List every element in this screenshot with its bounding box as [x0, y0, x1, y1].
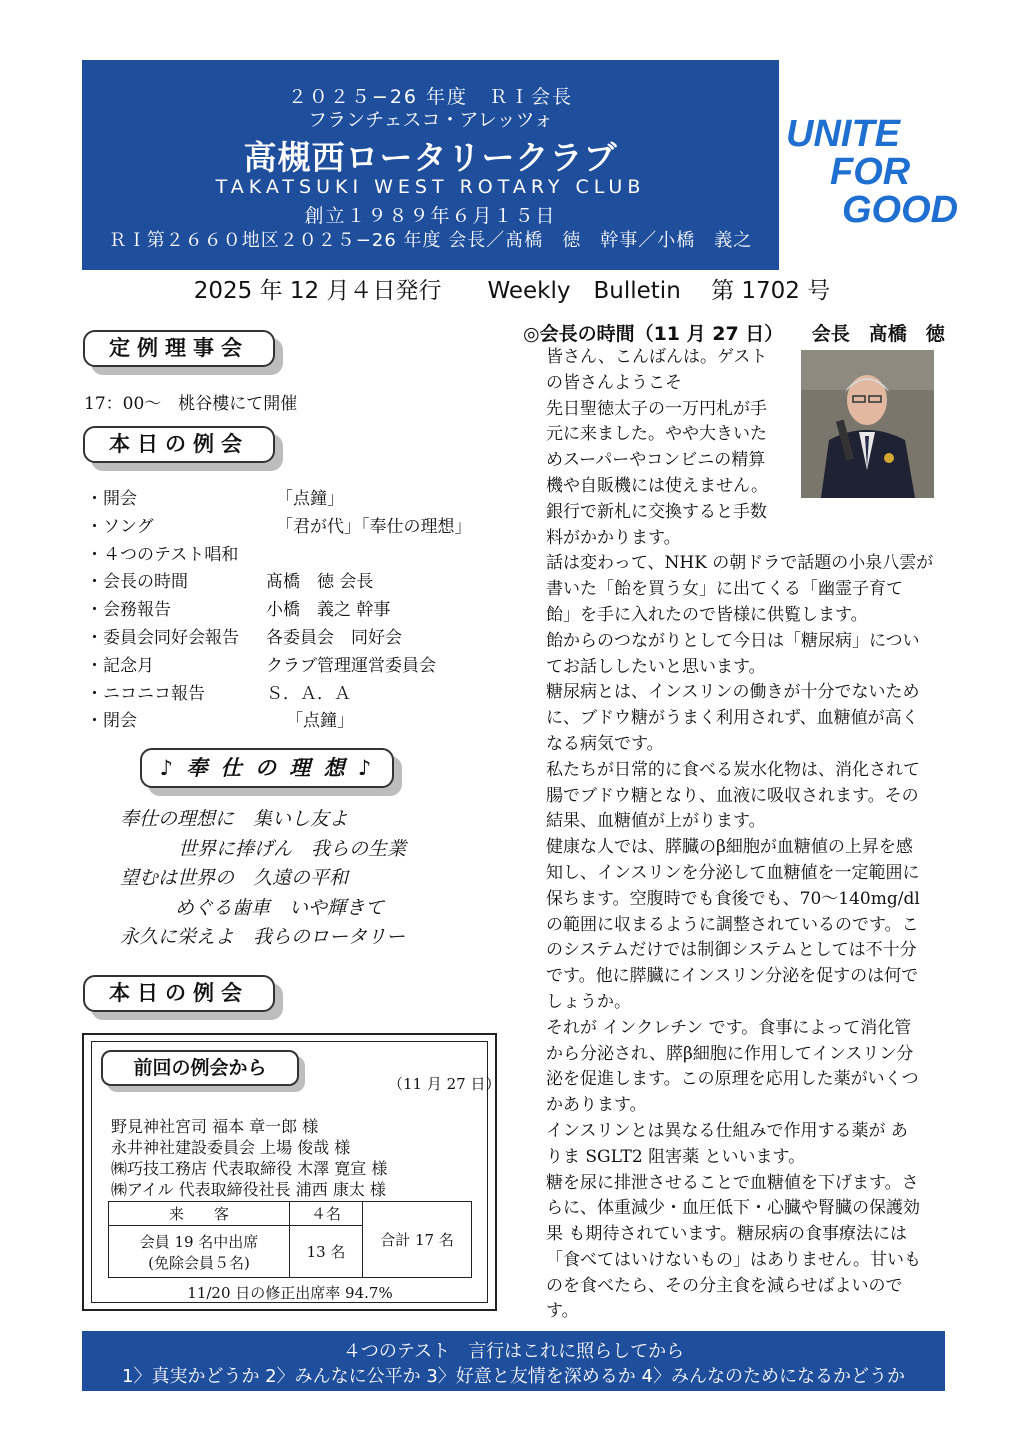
club-officers: ＲＩ第２６６０地区２０２５−26 年度 会長／髙橋 徳 幹事／小橋 義之	[108, 230, 753, 251]
president-time-title: ◎会長の時間（11 月 27 日） 会長 髙橋 徳	[523, 323, 945, 345]
speech-line: それが インクレチン です。食事によって消化管	[546, 1017, 912, 1038]
speech-line: です。他に膵臓にインスリン分泌を促すのは何で	[546, 966, 919, 987]
speech-line: 糖尿病とは、インスリンの働きが十分でないため	[546, 682, 920, 703]
board-meeting-heading: 定例理事会	[83, 330, 275, 367]
speech-line: の範囲に収まるように調整されているのです。こ	[546, 914, 919, 935]
lyric-line: 奉仕の理想に 集いし友よ	[120, 808, 349, 830]
ri-president-year: ２０２５−26 年度 ＲＩ会長	[287, 86, 574, 108]
member-attendance-count: 13 名	[290, 1226, 363, 1278]
speech-line: 糖を尿に排泄させることで血糖値を下げます。さ	[546, 1172, 919, 1193]
lyric-line: めぐる歯車 いや輝きて	[175, 896, 385, 919]
speech-line: 話は変わって、NHK の朝ドラで話題の小泉八雲が	[546, 553, 934, 574]
guest-item: 永井神社建設委員会 上場 俊哉 様	[111, 1138, 351, 1157]
program-row: ・会務報告 小橋 義之 幹事	[86, 600, 391, 621]
song-heading: ♪ 奉 仕 の 理 想 ♪	[140, 748, 394, 788]
logo-line: FOR	[830, 151, 911, 193]
program-row: ・委員会同好会報告 各委員会 同好会	[86, 627, 402, 648]
speech-line: のシステムだけでは制御システムとしては不十分	[546, 940, 917, 961]
program-row: ・会長の時間 髙橋 徳 会長	[86, 572, 374, 593]
speech-line: 書いた「飴を買う女」に出てくる「幽霊子育て	[546, 579, 903, 600]
speech-line: 皆さん、こんばんは。ゲスト	[546, 347, 768, 367]
guest-item: ㈱巧技工務店 代表取締役 木澤 寛宣 様	[111, 1159, 388, 1178]
speech-line: なる病気です。	[546, 733, 664, 754]
previous-meeting-date: （11 月 27 日）	[388, 1075, 501, 1093]
attendance-rate: 11/20 日の修正出席率 94.7%	[187, 1284, 393, 1302]
speech-line: 飴からのつながりとして今日は「糖尿病」につい	[546, 630, 920, 651]
program-row: ・ソング 「君が代」「奉仕の理想」	[86, 516, 472, 537]
speech-line: 飴」を手に入れたので皆様に供覧します。	[546, 604, 868, 625]
club-name-english: TAKATSUKI WEST ROTARY CLUB	[215, 176, 646, 198]
speech-line: 私たちが日常的に食べる炭水化物は、消化されて	[546, 759, 920, 780]
club-name: 高槻西ロータリークラブ	[243, 138, 618, 177]
speech-line: 保ちます。空腹時でも食後でも、70〜140mg/dl	[546, 888, 920, 909]
guest-item: 野見神社宮司 福本 章一郎 様	[111, 1117, 319, 1136]
four-way-test-title: ４つのテスト 言行はこれに照らしてから	[342, 1341, 685, 1362]
speech-line: 先日聖徳太子の一万円札が手	[546, 398, 767, 419]
speech-line: 健康な人では、膵臓のβ細胞が血糖値の上昇を感	[546, 837, 913, 858]
speech-line: かあります。	[546, 1095, 647, 1116]
speech-line: 腸でブドウ糖となり、血液に吸収されます。その	[546, 785, 919, 806]
header-banner	[82, 60, 779, 270]
today-meeting-heading: 本日の例会	[83, 426, 275, 463]
speech-line: 知し、インスリンを分泌して血糖値を一定範囲に	[546, 862, 920, 883]
speech-line: てお話ししたいと思います。	[546, 656, 766, 677]
speech-line: に、ブドウ糖がうまく利用されず、血糖値が高く	[546, 708, 919, 729]
ri-president-name: フランチェスコ・アレッツォ	[308, 109, 553, 131]
attendance-table	[108, 1201, 472, 1278]
member-attendance-label: 会員 19 名中出席 (免除会員５名)	[109, 1226, 290, 1278]
speech-line: 果 も期待されています。糖尿病の食事療法には	[546, 1224, 908, 1245]
speech-line: りま SGLT2 阻害薬 といいます。	[546, 1146, 806, 1167]
guest-list	[111, 1116, 387, 1200]
program-row: ・記念月 クラブ管理運営委員会	[86, 655, 436, 676]
speech-line: 元に来ました。やや大きいた	[546, 424, 767, 445]
speech-line: しょうか。	[546, 991, 631, 1012]
unite-for-good-logo	[786, 115, 966, 229]
program-row: ・閉会 「点鐘」	[86, 711, 354, 732]
meeting-program	[86, 484, 506, 734]
speech-line: 結果、血糖値が上がります。	[546, 811, 766, 832]
attendance-total: 合計 17 名	[363, 1202, 472, 1278]
speech-line: 「食べてはいけないもの」はありません。甘いも	[546, 1249, 922, 1270]
logo-line: GOOD	[842, 189, 959, 231]
speech-line: 銀行で新札に交換すると手数	[546, 501, 767, 522]
program-row: ・ニコニコ報告 Ｓ．Ａ．Ａ	[86, 683, 351, 704]
speech-line: 泌を促進します。この原理を応用した薬がいくつ	[546, 1069, 919, 1090]
logo-line: UNITE	[786, 113, 900, 155]
visitor-label: 来 客	[109, 1202, 290, 1226]
lyric-line: 永久に栄えよ 我らのロータリー	[120, 926, 406, 948]
visitor-count: ４名	[290, 1202, 363, 1226]
speech-line: 機や自販機には使えません。	[546, 475, 769, 496]
guest-item: ㈱アイル 代表取締役社長 浦西 康太 様	[111, 1180, 386, 1199]
speech-line: らに、体重減少・血圧低下・心臓や腎臓の保護効	[546, 1198, 920, 1219]
lyric-line: 世界に捧げん 我らの生業	[178, 837, 407, 860]
founded-date: 創立１９８９年６月１５日	[304, 205, 557, 227]
speech-line: 料がかかります。	[546, 527, 681, 548]
speech-line: のを食べたら、その分主食を減らせばよいので	[546, 1275, 903, 1296]
board-meeting-text: 17：00〜 桃谷樓にて開催	[84, 394, 298, 414]
four-way-test-items: 1〉真実かどうか 2〉みんなに公平か 3〉好意と友情を深めるか 4〉みんなのためになるかどうか	[122, 1366, 905, 1387]
speech-line: から分泌され、膵β細胞に作用してインスリン分	[546, 1043, 914, 1064]
today-meeting-heading-2: 本日の例会	[83, 975, 275, 1012]
issue-line: 2025 年 12 月４日発行 Weekly Bulletin 第 1702 号	[193, 278, 831, 304]
speech-line: す。	[546, 1301, 579, 1322]
program-row: ・開会 「点鐘」	[86, 489, 344, 509]
song-lyrics	[120, 805, 406, 953]
speech-line: めスーパーやコンビニの精算	[546, 450, 766, 471]
lyric-line: 望むは世界の 久遠の平和	[120, 867, 349, 889]
speech-line: インスリンとは異なる仕組みで作用する薬が あ	[546, 1120, 908, 1141]
speech-line: の皆さんようこそ	[546, 372, 682, 393]
four-way-test-footer	[82, 1331, 945, 1391]
president-speech	[546, 345, 938, 1325]
previous-meeting-heading: 前回の例会から	[101, 1050, 299, 1086]
program-row: ・４つのテスト唱和	[86, 544, 239, 565]
